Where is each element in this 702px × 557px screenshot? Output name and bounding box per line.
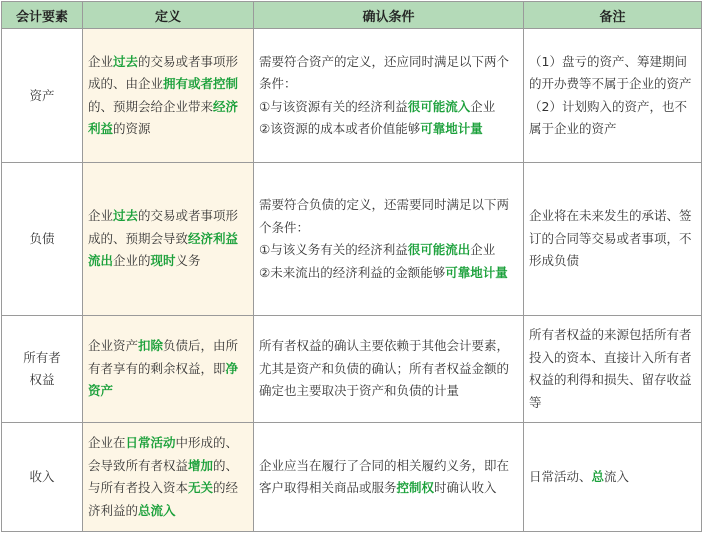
cell-paragraph (259, 51, 519, 96)
text-segment: 企业 (470, 242, 496, 257)
element-name: 负债 (29, 231, 55, 246)
conditions-cell (254, 423, 524, 532)
text-segment: 的、与所有者投入资本 (88, 457, 239, 495)
highlight-text: 拥有或者控制 (163, 76, 239, 91)
text-segment: ②未来流出的经济利益的金额能够 (259, 264, 446, 280)
header-row (2, 2, 702, 29)
table-row (2, 316, 702, 423)
text-segment: 义务 (175, 253, 201, 269)
text-segment: 企业的 (113, 253, 151, 269)
highlight-text: 日常活动 (125, 435, 176, 450)
cell-paragraph (529, 205, 697, 273)
highlight-text: 过去 (113, 208, 139, 224)
highlight-text: 很可能流出 (407, 242, 471, 257)
cell-paragraph (259, 194, 519, 239)
cell-paragraph (529, 324, 697, 414)
highlight-text: 无关 (188, 480, 214, 495)
element-name-cell (2, 163, 83, 316)
cell-paragraph (259, 262, 519, 285)
highlight-text: 净资产 (88, 360, 239, 399)
cell-paragraph (259, 455, 519, 500)
highlight-text: 经济利益 (88, 98, 239, 136)
notes-cell (524, 29, 702, 163)
text-segment: ②该资源的成本或者价值能够 (259, 121, 421, 136)
highlight-text: 可靠地计量 (420, 121, 483, 136)
element-name: 资产 (29, 87, 55, 103)
notes-cell (524, 316, 702, 423)
highlight-text: 很可能流入 (407, 98, 471, 114)
highlight-text: 控制权 (396, 480, 435, 495)
cell-paragraph (529, 96, 697, 141)
text-segment: 的、预期会给企业带来 (88, 98, 214, 114)
highlight-text: 过去 (113, 53, 139, 69)
cell-paragraph (529, 51, 697, 96)
definition-cell (83, 423, 254, 532)
table-row (2, 29, 702, 163)
cell-paragraph (529, 466, 697, 489)
text-segment: （1）盘亏的资产、筹建期间的开办费等不属于企业的资产 (529, 53, 692, 91)
header-element: 会计要素 (2, 2, 83, 29)
element-name-cell (2, 316, 83, 423)
table-row (2, 423, 702, 532)
highlight-text: 可靠地计量 (445, 264, 508, 280)
definition-cell (83, 316, 254, 423)
text-segment: 的经济利益的 (88, 480, 239, 518)
text-segment: 需要符合负债的定义，还需要同时满足以下两个条件： (259, 197, 510, 235)
highlight-text: 总 (591, 468, 605, 484)
cell-paragraph (259, 239, 519, 262)
text-segment: 时确认收入 (434, 480, 497, 495)
cell-paragraph (259, 118, 519, 141)
highlight-text: 扣除 (138, 338, 164, 354)
text-segment: 需要符合资产的定义，还应同时满足以下两个条件： (259, 53, 510, 91)
accounting-elements-table (1, 1, 702, 532)
header-definition: 定义 (83, 2, 254, 29)
text-segment: 企业 (88, 208, 114, 224)
text-segment: 企业资产 (88, 338, 139, 354)
header-conditions: 确认条件 (254, 2, 524, 29)
text-segment: 流入 (604, 468, 630, 484)
text-segment: 企业将在未来发生的承诺、签订的合同等交易或者事项，不形成负债 (529, 208, 692, 269)
text-segment: ①与该资源有关的经济利益 (259, 98, 408, 114)
highlight-text: 增加 (188, 457, 214, 473)
text-segment: 企业应当在履行了合同的相关履约义务，即在客户取得相关商品或服务 (259, 457, 510, 495)
definition-cell (83, 29, 254, 163)
element-name: 所有者 (23, 350, 61, 365)
highlight-text: 现时 (150, 253, 176, 269)
notes-cell (524, 163, 702, 316)
element-name: 权益 (29, 372, 55, 387)
conditions-cell (254, 316, 524, 423)
element-name-cell (2, 29, 83, 163)
element-name-cell (2, 423, 83, 532)
cell-paragraph (259, 335, 519, 403)
element-name: 收入 (29, 469, 55, 484)
text-segment: 的交易或者事项形成的、预期会导致 (88, 208, 239, 246)
text-segment: 的交易或者事项形成的、由企业 (88, 53, 239, 91)
conditions-cell (254, 163, 524, 316)
conditions-cell (254, 29, 524, 163)
text-segment: 所有者权益的来源包括所有者投入的资本、直接计入所有者权益的利得和损失、留存收益等 (529, 327, 692, 410)
notes-cell (524, 423, 702, 532)
text-segment: 中形成的、会导致所有者权益 (88, 435, 239, 473)
text-segment: 的资源 (113, 121, 151, 136)
text-segment: 企业 (470, 98, 496, 114)
text-segment: ①与该义务有关的经济利益 (259, 242, 408, 257)
highlight-text: 总流入 (138, 502, 176, 518)
text-segment: 日常活动、 (529, 468, 592, 484)
text-segment: 企业 (88, 53, 114, 69)
text-segment: 企业在 (88, 435, 126, 450)
definition-cell (83, 163, 254, 316)
text-segment: 所有者权益的确认主要依赖于其他会计要素，尤其是资产和负债的确认；所有者权益金额的确定也主要取决于资产和负债的计量 (259, 338, 510, 399)
highlight-text: 经济利益流出 (88, 230, 239, 269)
text-segment: （2）计划购入的资产，也不属于企业的资产 (529, 98, 687, 136)
cell-paragraph (259, 96, 519, 119)
text-segment: 负债后，由所有者享有的剩余权益，即 (88, 338, 239, 376)
header-notes: 备注 (524, 2, 702, 29)
table-row (2, 163, 702, 316)
